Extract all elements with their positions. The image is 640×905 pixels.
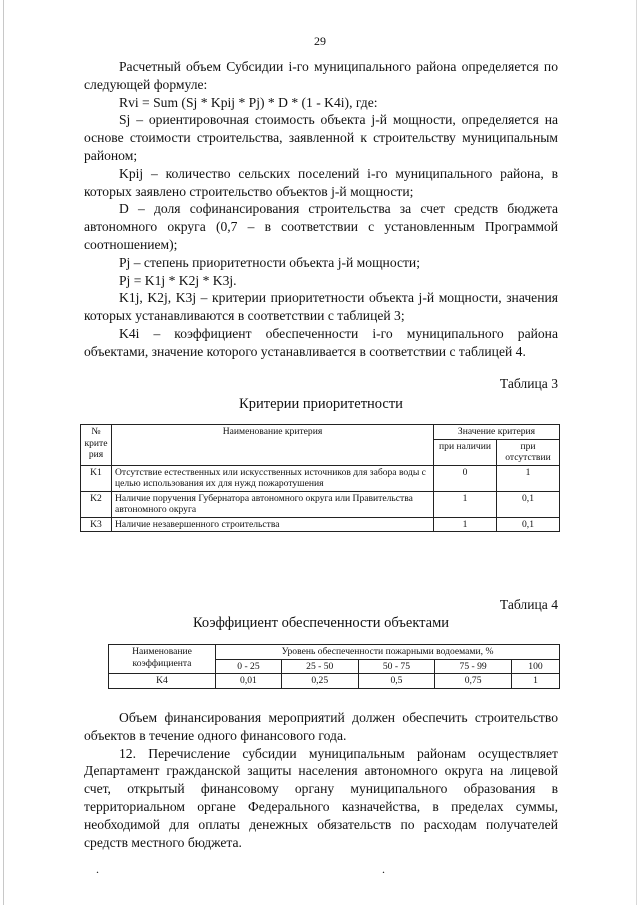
criterion-code: K3 xyxy=(81,517,112,532)
coefficient-value: 0,5 xyxy=(358,674,435,689)
formula-section xyxy=(84,58,558,361)
scan-mark-left: . xyxy=(96,862,99,876)
criterion-present-value: 1 xyxy=(434,491,497,517)
scan-edge-left xyxy=(3,0,4,905)
scan-edge-right xyxy=(636,0,637,905)
criterion-absent-value: 0,1 xyxy=(497,491,560,517)
range-cell: 100 xyxy=(511,659,559,674)
table3-title: Критерии приоритетности xyxy=(239,396,403,412)
table-header-row xyxy=(109,645,560,660)
definition-k1-k3: K1j, K2j, K3j – критерии приоритетности объекта j-й мощности, значения которых устанавливаются в соответствии с таблицей 3; xyxy=(84,290,558,324)
table-row xyxy=(81,465,560,491)
criterion-name: Наличие незавершенного строительства xyxy=(112,517,434,532)
definition-d: D – доля софинансирования строительства за счет средств бюджета автономного округа (0,7 – в соответствии с установленным Программой соотношением); xyxy=(84,201,558,252)
formula-line: Rvi = Sum (Sj * Kpij * Pj) * D * (1 - K4i), где: xyxy=(119,94,378,110)
table-header-row xyxy=(81,425,560,440)
definition-sj: Sj – ориентировочная стоимость объекта j-й мощности, определяется на основе стоимости строительства, заявленной к строительству муниципальным районом; xyxy=(84,112,558,163)
page-number: 29 xyxy=(314,34,326,48)
table4-title: Коэффициент обеспеченности объектами xyxy=(192,615,450,631)
coefficient-value: 1 xyxy=(511,674,559,689)
coverage-table xyxy=(108,644,560,689)
table-row xyxy=(109,674,560,689)
paragraph-intro: Расчетный объем Субсидии i-го муниципального района определяется по следующей формуле: xyxy=(84,59,558,92)
criterion-absent-value: 0,1 xyxy=(497,517,560,532)
closing-section xyxy=(84,709,558,851)
header-present: при наличии xyxy=(434,439,497,465)
coefficient-name: K4 xyxy=(109,674,216,689)
range-cell: 0 - 25 xyxy=(216,659,282,674)
criterion-absent-value: 1 xyxy=(497,465,560,491)
range-cell: 75 - 99 xyxy=(435,659,512,674)
header-number: № крите рия xyxy=(81,425,112,466)
header-criterion-name: Наименование критерия xyxy=(112,425,434,466)
criterion-code: K1 xyxy=(81,465,112,491)
formula-pj: Pj = K1j * K2j * K3j. xyxy=(119,272,237,288)
criterion-code: K2 xyxy=(81,491,112,517)
header-criterion-value: Значение критерия xyxy=(434,425,560,440)
coefficient-value: 0,75 xyxy=(435,674,512,689)
table3-label: Таблица 3 xyxy=(499,376,558,391)
definition-pj: Pj – степень приоритетности объекта j-й мощности; xyxy=(119,254,420,270)
paragraph-financing: Объем финансирования мероприятий должен обеспечить строительство объектов в течение одного финансового года. xyxy=(84,710,558,743)
coefficient-value: 0,25 xyxy=(281,674,358,689)
header-absent: при отсутствии xyxy=(497,439,560,465)
coefficient-value: 0,01 xyxy=(216,674,282,689)
table-row xyxy=(81,517,560,532)
paragraph-transfer: 12. Перечисление субсидии муниципальным районам осуществляет Департамент гражданской защиты населения автономного округа на лицевой счет, открытый финансовому органу муниципального образования в территориальном органе Федерального казначейства, в пределах суммы, необходимой для оплаты денежных обязательств по расходам получателей средств местного бюджета. xyxy=(84,745,558,850)
definition-kpij: Kpij – количество сельских поселений i-го муниципального района, в которых заявлено строительство объектов j-й мощности; xyxy=(84,165,558,199)
table4-label: Таблица 4 xyxy=(499,597,558,612)
criterion-name: Отсутствие естественных или искусственных источников для забора воды с целью использования их для нужд пожаротушения xyxy=(112,465,434,491)
scan-mark-right: . xyxy=(382,862,385,876)
range-cell: 25 - 50 xyxy=(281,659,358,674)
criterion-name: Наличие поручения Губернатора автономного округа или Правительства автономного округа xyxy=(112,491,434,517)
header-coverage-level: Уровень обеспеченности пожарными водоемами, % xyxy=(216,645,560,660)
range-cell: 50 - 75 xyxy=(358,659,435,674)
definition-k4i: K4i – коэффициент обеспеченности i-го муниципального района объектами, значение которого устанавливается в соответствии с таблицей 4. xyxy=(84,325,558,359)
criteria-table xyxy=(80,424,560,532)
table-row xyxy=(81,491,560,517)
criterion-present-value: 1 xyxy=(434,517,497,532)
header-coefficient-name: Наименование коэффициента xyxy=(109,645,216,674)
criterion-present-value: 0 xyxy=(434,465,497,491)
